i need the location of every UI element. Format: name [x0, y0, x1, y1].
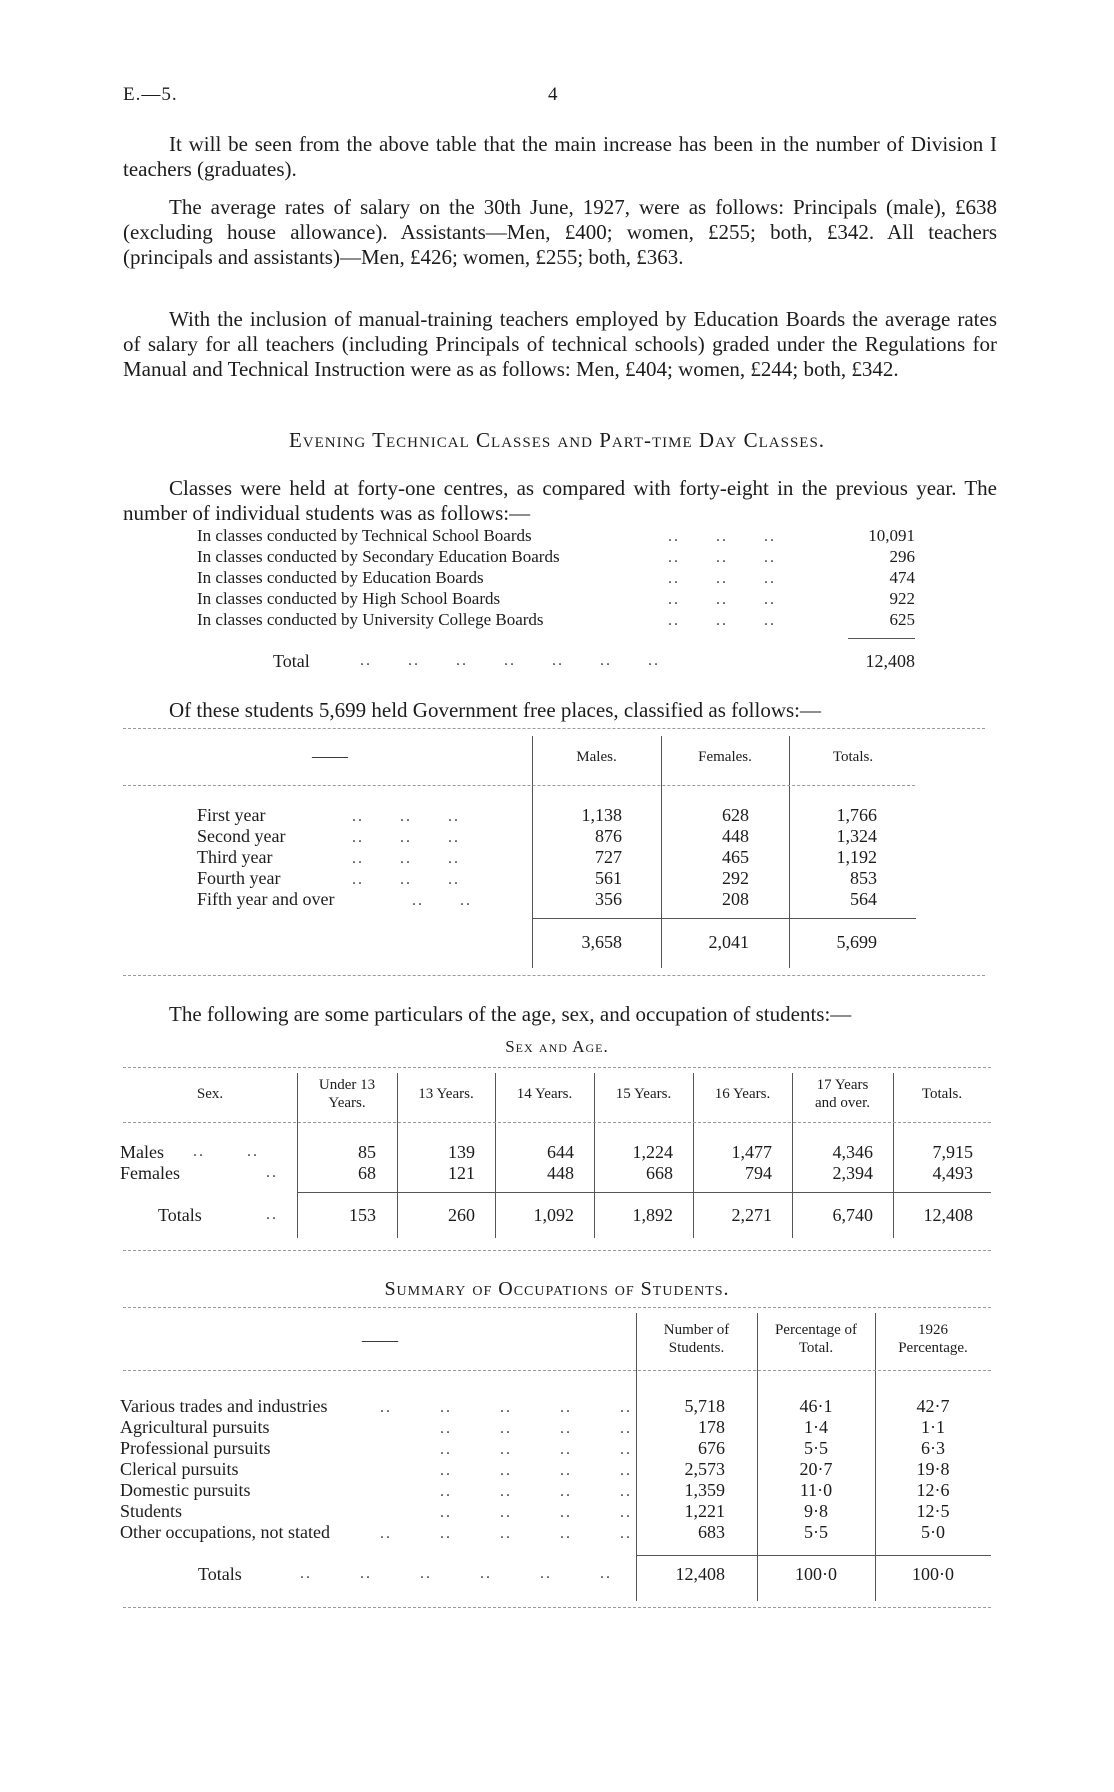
evening-row-value: 296	[889, 547, 915, 566]
corner-dash: ——	[362, 1330, 398, 1350]
evening-total-value: 12,408	[865, 651, 915, 671]
percentage-value: 5·5	[804, 1438, 828, 1458]
females-13: 121	[448, 1163, 475, 1183]
header-sex: Sex.	[196, 1086, 224, 1102]
percentage-value: 1·4	[804, 1417, 828, 1437]
females-value: 465	[722, 847, 749, 867]
evening-row-label: In classes conducted by High School Boards	[197, 589, 501, 608]
totals-16: 2,271	[731, 1205, 772, 1225]
occupation-label: Various trades and industries	[120, 1396, 328, 1416]
males-value: 876	[595, 826, 622, 846]
evening-intro	[123, 476, 997, 526]
number-value: 178	[698, 1417, 725, 1437]
males-17-over: 4,346	[832, 1142, 873, 1162]
paragraph-3	[123, 307, 997, 382]
totals-value: 1,192	[836, 847, 877, 867]
header-14-years: 14 Years.	[516, 1086, 573, 1102]
totals-value: 853	[850, 868, 877, 888]
leader-dots: .. .. .. .. .. .. ..	[360, 652, 660, 669]
occupations-total-number: 12,408	[675, 1564, 725, 1584]
section-heading-sex-age: Sex and Age.	[505, 1037, 609, 1056]
males-total: 7,915	[932, 1142, 973, 1162]
section-heading-evening-classes: Evening Technical Classes and Part-time Day Classes.	[288, 428, 826, 452]
females-total: 2,041	[708, 932, 749, 952]
header-males: Males.	[576, 749, 617, 765]
males-15: 1,224	[632, 1142, 673, 1162]
number-value: 1,221	[684, 1501, 725, 1521]
header-15-years: 15 Years.	[615, 1086, 672, 1102]
document-reference: E.—5.	[123, 84, 178, 105]
males-value: 727	[595, 847, 622, 867]
paragraph-2-text: The average rates of salary on the 30th June, 1927, were as follows: Principals (male), £638 (excluding house allowance). Assistants—Men, £400; women, £255; both, £342. All teachers (principals and assistants)—Men, £426; women, £255; both, £363.	[123, 195, 997, 269]
males-value: 356	[595, 889, 622, 909]
totals-value: 1,766	[836, 805, 877, 825]
totals-column	[789, 805, 877, 910]
paragraph-3-text: With the inclusion of manual-training teachers employed by Education Boards the average rates of salary for all teachers (including Principals of technical schools) graded under the Regulations for Manual and Technical Instruction were as as follows: Men, £404; women, £244; both, £342.	[123, 307, 997, 381]
leader-dots: ..	[266, 1164, 278, 1181]
females-total: 4,493	[932, 1163, 973, 1183]
females-column	[661, 805, 749, 910]
females-value: 208	[722, 889, 749, 909]
total-rule	[848, 638, 915, 639]
header-1926-line1: 1926	[918, 1322, 948, 1338]
header-number-line1: Number of	[663, 1322, 730, 1338]
occupation-label: Agricultural pursuits	[120, 1417, 270, 1437]
totals-14: 1,092	[533, 1205, 574, 1225]
prev-percentage-value: 5·0	[921, 1522, 945, 1542]
header-16-years: 16 Years.	[714, 1086, 771, 1102]
paragraph-1-text: It will be seen from the above table that the main increase has been in the number of Division I teachers (graduates).	[123, 132, 997, 181]
occupations-total-prev: 100·0	[912, 1564, 954, 1584]
total-rule	[297, 1192, 991, 1193]
prev-percentage-value: 42·7	[916, 1396, 950, 1416]
evening-row-value: 625	[889, 610, 915, 629]
row-label-males: Males	[120, 1142, 164, 1162]
evening-row-label: In classes conducted by Education Boards	[197, 568, 484, 587]
percentage-value: 11·0	[799, 1480, 833, 1500]
year-label: Third year	[197, 847, 273, 867]
occupation-label: Clerical pursuits	[120, 1459, 239, 1479]
table-bottom-rule	[123, 1607, 991, 1608]
females-value: 628	[722, 805, 749, 825]
evening-row-label: In classes conducted by Technical School Boards	[197, 526, 532, 545]
free-places-label-list	[197, 805, 334, 910]
evening-row-value: 922	[889, 589, 915, 608]
males-column	[532, 805, 622, 910]
year-label: Fifth year and over	[197, 889, 335, 909]
corner-dash: ——	[312, 746, 348, 766]
year-label: First year	[197, 805, 266, 825]
number-value: 1,359	[684, 1480, 725, 1500]
females-16: 794	[745, 1163, 772, 1183]
header-rule	[123, 785, 915, 786]
evening-row-label: In classes conducted by Secondary Education Boards	[197, 547, 560, 566]
occupations-total-label: Totals	[198, 1564, 242, 1584]
percentage-value: 5·5	[804, 1522, 828, 1542]
paragraph-2	[123, 195, 997, 270]
leader-dots: .. .. .. .. .. .. .. .. .. .. .. .. .. ..	[352, 808, 472, 909]
free-places-intro-text: Of these students 5,699 held Government free places, classified as follows:—	[169, 698, 821, 722]
leader-dots: .. .. .. .. .. ..	[300, 1565, 612, 1582]
females-15: 668	[646, 1163, 673, 1183]
year-label: Second year	[197, 826, 286, 846]
header-1926-line2: Percentage.	[898, 1340, 968, 1356]
header-13-years: 13 Years.	[418, 1086, 474, 1102]
evening-label-list	[197, 525, 560, 630]
prev-percentage-value: 12·5	[916, 1501, 950, 1521]
header-rule	[123, 1370, 991, 1371]
row-label-totals: Totals	[158, 1205, 202, 1225]
grand-total: 5,699	[836, 932, 877, 952]
year-label: Fourth year	[197, 868, 281, 888]
occupations-total-percentage: 100·0	[795, 1564, 837, 1584]
evening-row-value: 474	[889, 568, 915, 587]
header-under-13-line1: Under 13	[318, 1077, 376, 1093]
section-heading-occupations: Summary of Occupations of Students.	[384, 1278, 730, 1300]
totals-13: 260	[448, 1205, 475, 1225]
percentage-value: 46·1	[799, 1396, 833, 1416]
header-17-over-line1: 17 Years	[816, 1077, 869, 1093]
header-number-line2: Students.	[668, 1340, 725, 1356]
number-value: 5,718	[684, 1396, 725, 1416]
prev-percentage-column	[875, 1396, 991, 1543]
prev-percentage-value: 19·8	[916, 1459, 950, 1479]
occupation-label: Other occupations, not stated	[120, 1522, 330, 1542]
females-17-over: 2,394	[832, 1163, 873, 1183]
totals-grand: 12,408	[923, 1205, 973, 1225]
table-bottom-rule	[123, 975, 985, 976]
prev-percentage-value: 12·6	[916, 1480, 950, 1500]
sex-age-intro	[123, 1002, 997, 1027]
header-totals: Totals.	[921, 1086, 963, 1102]
number-value: 683	[698, 1522, 725, 1542]
total-rule	[532, 918, 916, 919]
header-totals: Totals.	[832, 749, 874, 765]
males-under-13: 85	[358, 1142, 376, 1162]
table-top-rule	[123, 1307, 991, 1308]
header-percentage-line1: Percentage of	[774, 1322, 858, 1338]
leader-dots: .. .. .. .. .. .. .. .. .. .. .. .. .. .. .. .. .. .. .. .. .. .. .. .. .. .. .. .. .. ..	[380, 1399, 632, 1542]
totals-under-13: 153	[349, 1205, 376, 1225]
occupation-label: Professional pursuits	[120, 1438, 271, 1458]
totals-17-over: 6,740	[832, 1205, 873, 1225]
page-number: 4	[548, 84, 558, 105]
percentage-value: 20·7	[799, 1459, 833, 1479]
leader-dots: .. ..	[193, 1143, 259, 1160]
prev-percentage-value: 6·3	[921, 1438, 945, 1458]
totals-15: 1,892	[632, 1205, 673, 1225]
header-percentage-line2: Total.	[798, 1340, 834, 1356]
number-column	[636, 1396, 725, 1543]
table-top-rule	[123, 728, 985, 729]
leader-dots: ..	[266, 1206, 278, 1223]
evening-value-list	[830, 525, 915, 630]
occupation-label: Domestic pursuits	[120, 1480, 251, 1500]
occupation-label: Students	[120, 1501, 183, 1521]
males-value: 1,138	[581, 805, 622, 825]
occupation-label-list	[120, 1396, 330, 1543]
number-value: 676	[698, 1438, 725, 1458]
evening-row-label: In classes conducted by University College Boards	[197, 610, 544, 629]
females-14: 448	[547, 1163, 574, 1183]
header-females: Females.	[698, 749, 752, 765]
totals-value: 1,324	[836, 826, 877, 846]
sex-age-intro-text: The following are some particulars of the age, sex, and occupation of students:—	[169, 1002, 852, 1026]
females-under-13: 68	[358, 1163, 376, 1183]
totals-value: 564	[850, 889, 877, 909]
header-under-13-line2: Years.	[328, 1095, 366, 1111]
evening-total-label: Total	[273, 651, 310, 671]
leader-dots: .. .. .. .. .. .. .. .. .. .. .. .. .. .. ..	[668, 528, 776, 629]
males-13: 139	[448, 1142, 475, 1162]
table-bottom-rule	[123, 1250, 991, 1251]
total-rule	[636, 1555, 991, 1556]
paragraph-1	[123, 132, 997, 182]
table-top-rule	[123, 1067, 991, 1068]
females-value: 292	[722, 868, 749, 888]
females-value: 448	[722, 826, 749, 846]
percentage-value: 9·8	[804, 1501, 828, 1521]
header-17-over-line2: and over.	[815, 1095, 870, 1111]
free-places-intro	[123, 698, 997, 723]
header-rule	[123, 1122, 991, 1123]
males-value: 561	[595, 868, 622, 888]
row-label-females: Females	[120, 1163, 180, 1183]
number-value: 2,573	[684, 1459, 725, 1479]
evening-intro-text: Classes were held at forty-one centres, as compared with forty-eight in the previous year. The number of individual students was as follows:—	[123, 476, 997, 525]
males-total: 3,658	[581, 932, 622, 952]
males-16: 1,477	[731, 1142, 772, 1162]
males-14: 644	[547, 1142, 574, 1162]
evening-row-value: 10,091	[868, 526, 915, 545]
prev-percentage-value: 1·1	[921, 1417, 945, 1437]
percentage-column	[757, 1396, 875, 1543]
